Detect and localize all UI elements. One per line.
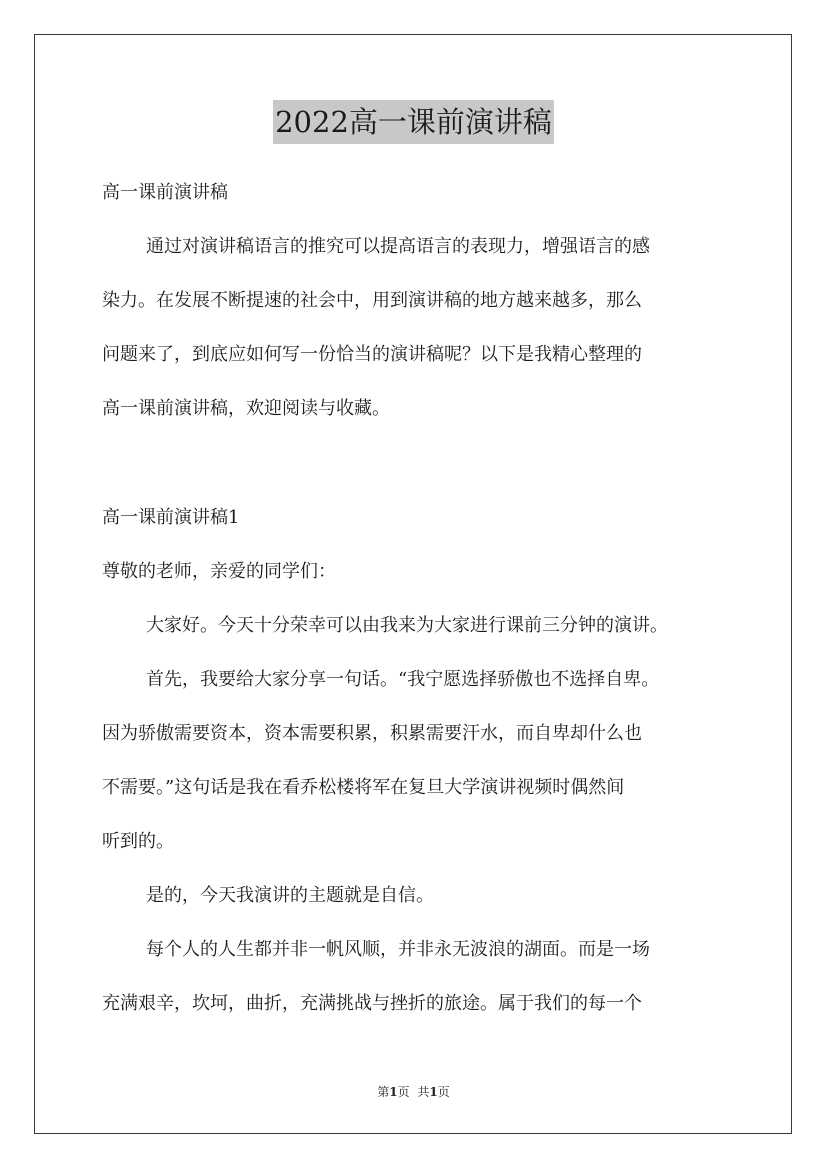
total-pages: 1 — [429, 1085, 438, 1099]
paragraph-line: 大家好。今天十分荣幸可以由我来为大家进行课前三分钟的演讲。 — [146, 615, 668, 636]
footer-total-prefix: 共 — [417, 1085, 430, 1099]
paragraph-line: 不需要。”这句话是我在看乔松楼将军在复旦大学演讲视频时偶然间 — [102, 777, 625, 798]
page-footer — [0, 1083, 827, 1100]
paragraph-line: 染力。在发展不断提速的社会中，用到演讲稿的地方越来越多，那么 — [102, 290, 642, 311]
page-number: 1 — [389, 1085, 398, 1099]
paragraph-line: 高一课前演讲稿，欢迎阅读与收藏。 — [102, 398, 390, 419]
paragraph-line: 首先，我要给大家分享一句话。“我宁愿选择骄傲也不选择自卑。 — [146, 669, 660, 690]
paragraph-line: 充满艰辛，坎坷，曲折，充满挑战与挫折的旅途。属于我们的每一个 — [102, 993, 642, 1014]
title-container — [0, 100, 827, 144]
paragraph-line: 每个人的人生都并非一帆风顺，并非永无波浪的湖面。而是一场 — [146, 939, 650, 960]
paragraph-line: 是的，今天我演讲的主题就是自信。 — [146, 885, 434, 906]
salutation: 尊敬的老师，亲爱的同学们： — [102, 561, 336, 582]
paragraph-line: 听到的。 — [102, 831, 174, 852]
section-heading: 高一课前演讲稿1 — [102, 507, 240, 528]
paragraph-line: 因为骄傲需要资本，资本需要积累，积累需要汗水，而自卑却什么也 — [102, 723, 642, 744]
footer-total-unit: 页 — [437, 1085, 450, 1099]
paragraph-line: 通过对演讲稿语言的推究可以提高语言的表现力，增强语言的感 — [146, 236, 650, 257]
document-title: 2022高一课前演讲稿 — [273, 100, 554, 144]
paragraph-line: 问题来了，到底应如何写一份恰当的演讲稿呢？以下是我精心整理的 — [102, 344, 642, 365]
section-heading: 高一课前演讲稿 — [102, 182, 228, 203]
footer-prefix: 第 — [377, 1085, 390, 1099]
footer-page-unit: 页 — [397, 1085, 410, 1099]
